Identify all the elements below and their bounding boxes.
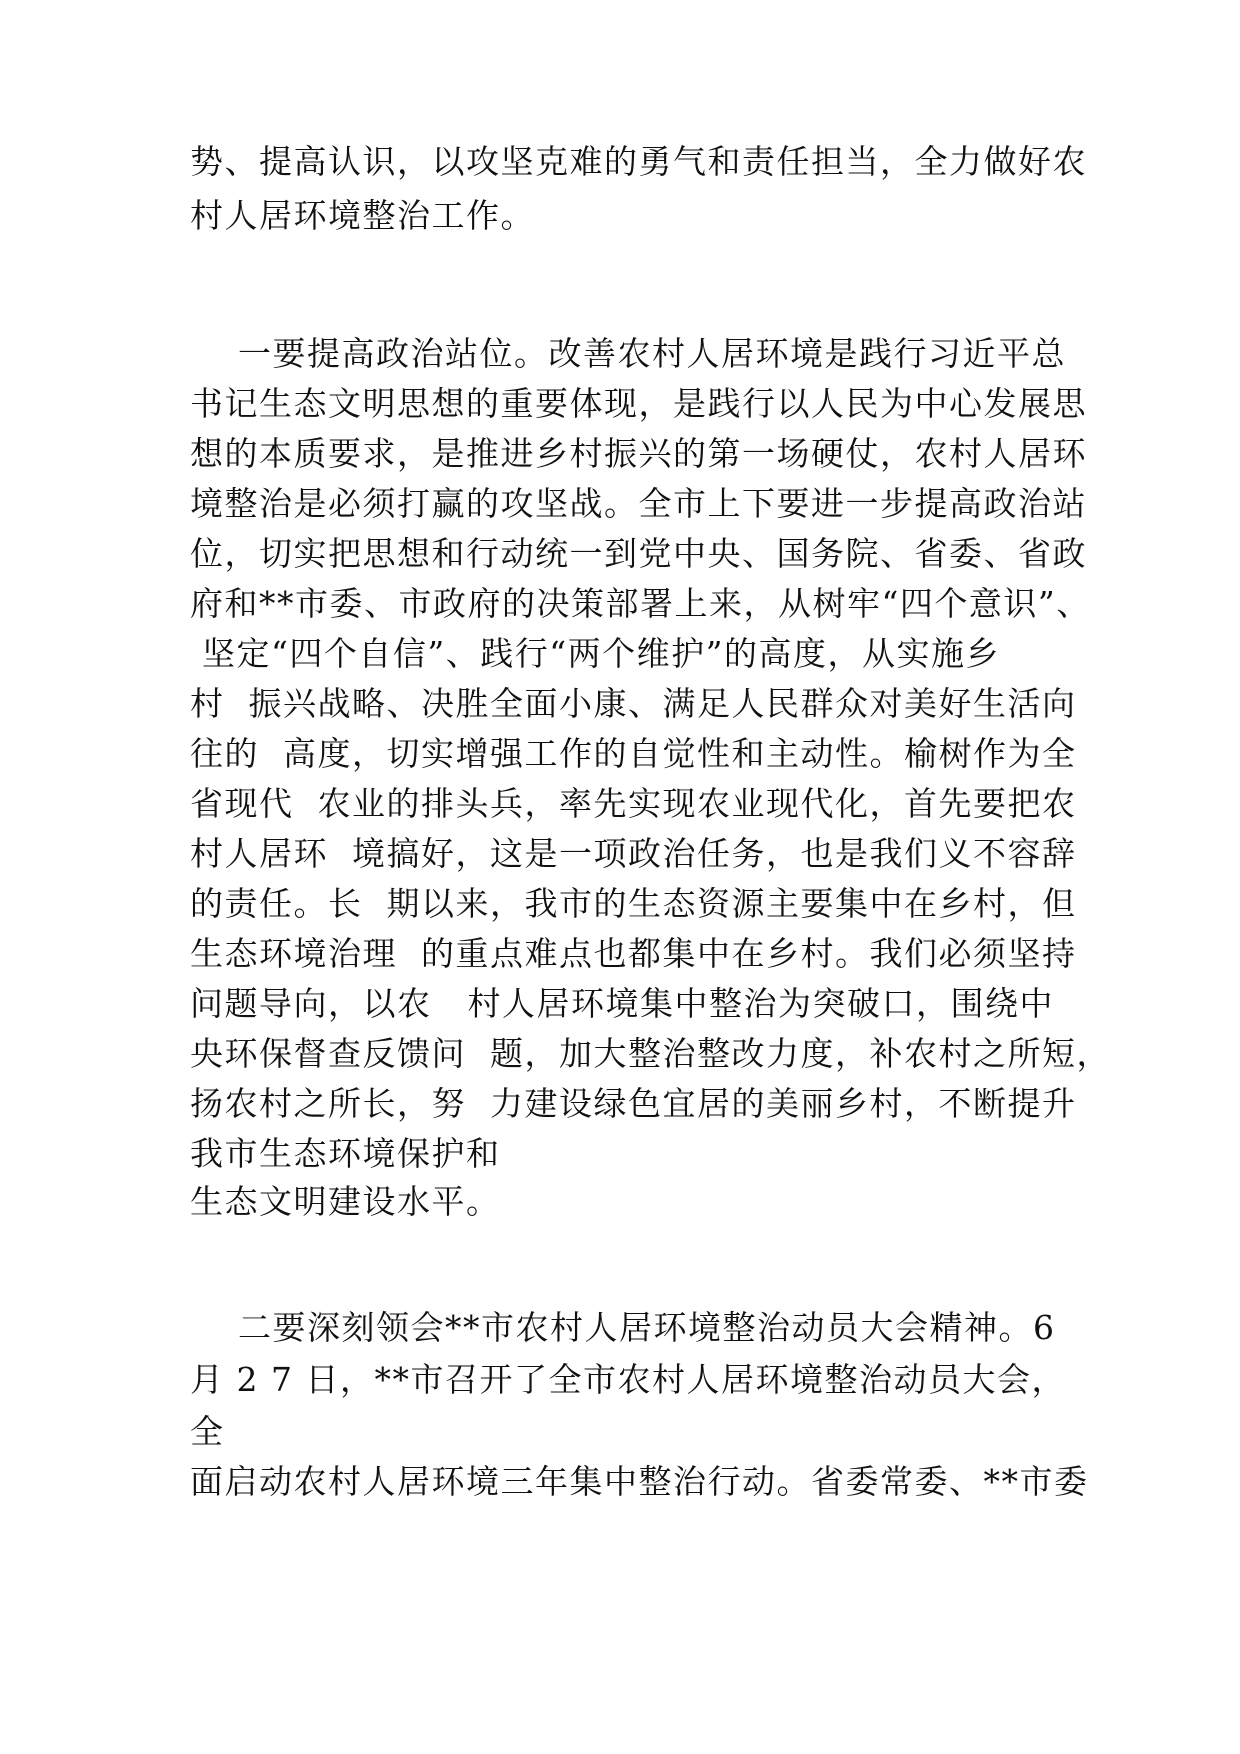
text-line: 全 [190, 1412, 225, 1451]
text-line: 我市生态环境保护和 [190, 1134, 501, 1173]
text-line: 扬农村之所长，努 力建设绿色宜居的美丽乡村，不断提升 [190, 1084, 1077, 1123]
text-line: 坚定“四个自信”、践行“两个维护”的高度，从实施乡 [190, 634, 1000, 673]
paragraph-first-line: 二要深刻领会**市农村人居环境整治动员大会精神。6 [190, 1308, 1056, 1347]
paragraph-first-line: 一要提高政治站位。改善农村人居环境是践行习近平总 [190, 334, 1066, 373]
text-line: 书记生态文明思想的重要体现，是践行以人民为中心发展思 [190, 384, 1087, 423]
text-line: 问题导向，以农 村人居环境集中整治为突破口，围绕中 [190, 984, 1054, 1023]
text-line: 村人居环 境搞好，这是一项政治任务，也是我们义不容辞 [190, 834, 1077, 873]
text-line: 境整治是必须打赢的攻坚战。全市上下要进一步提高政治站 [190, 484, 1087, 523]
text-line: 省现代 农业的排头兵，率先实现农业现代化，首先要把农 [190, 784, 1077, 823]
text-line: 势、提高认识，以攻坚克难的勇气和责任担当，全力做好农 [190, 142, 1087, 181]
text-line: 生态文明建设水平。 [190, 1182, 501, 1221]
text-line: 月 2 7 日，**市召开了全市农村人居环境整治动员大会， [190, 1360, 1066, 1399]
text-line: 想的本质要求，是推进乡村振兴的第一场硬仗，农村人居环 [190, 434, 1087, 473]
text-line: 村 振兴战略、决胜全面小康、满足人民群众对美好生活向 [190, 684, 1077, 723]
text-line: 村人居环境整治工作。 [190, 196, 535, 235]
text-line: 生态环境治理 的重点难点也都集中在乡村。我们必须坚持 [190, 934, 1077, 973]
text-line: 的责任。长 期以来，我市的生态资源主要集中在乡村，但 [190, 884, 1077, 923]
text-line: 央环保督查反馈问 题，加大整治整改力度，补农村之所短， [190, 1034, 1111, 1073]
text-line: 府和**市委、市政府的决策部署上来，从树牢“四个意识”、 [190, 584, 1091, 623]
text-line: 往的 高度，切实增强工作的自觉性和主动性。榆树作为全 [190, 734, 1077, 773]
text-line: 面启动农村人居环境三年集中整治行动。省委常委、**市委 [190, 1462, 1089, 1501]
text-line: 位，切实把思想和行动统一到党中央、国务院、省委、省政 [190, 534, 1087, 573]
